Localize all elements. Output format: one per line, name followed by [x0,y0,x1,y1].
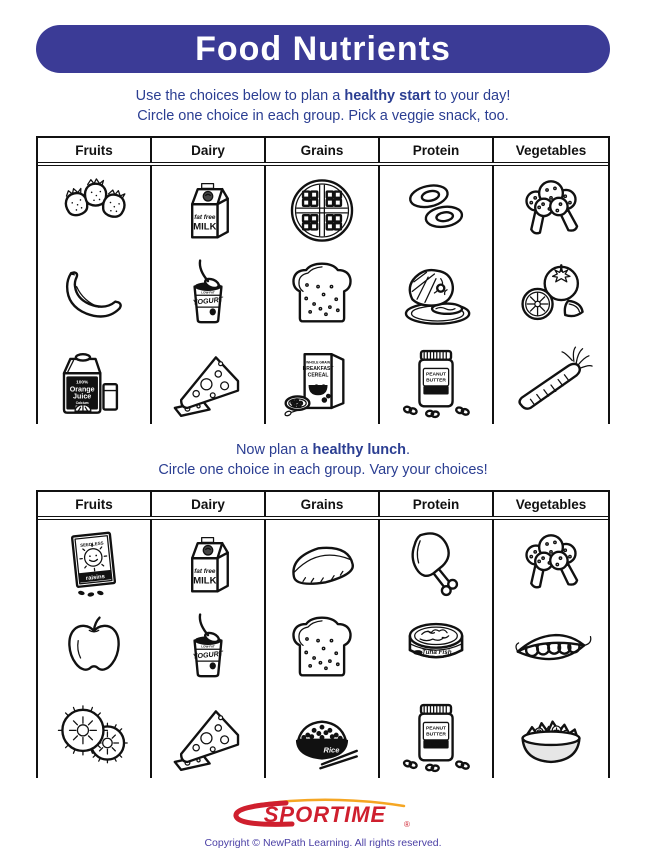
svg-text:SEEDLESS: SEEDLESS [79,540,104,548]
apple-icon [44,608,144,690]
strawberries-icon [44,169,144,251]
tomatoes-icon [501,254,601,336]
svg-text:LOW-FAT: LOW-FAT [201,291,215,296]
cereal-box-icon [272,339,372,421]
tuna-can-icon [386,608,486,690]
column-header-dairy: Dairy [152,138,266,162]
column-header-protein: Protein [380,492,494,516]
raisins-box-icon [44,523,144,605]
sportime-logo [228,798,418,830]
lunch-instructions [0,440,646,480]
svg-text:fat free: fat free [194,568,216,576]
column-header-grains: Grains [266,138,380,162]
svg-text:PEANUT: PEANUT [425,372,447,378]
svg-text:LOW-FAT: LOW-FAT [201,645,215,650]
breakfast-instruction-line1: Use the choices below to plan a healthy start to your day! [135,88,511,104]
svg-text:PEANUT: PEANUT [425,726,447,732]
ham-icon [386,254,486,336]
peanut-butter-jar-icon [386,339,486,421]
svg-text:BREAKFAST: BREAKFAST [302,366,334,373]
table-header-row [38,138,608,166]
breakfast-instructions [0,86,646,126]
svg-text:BUTTER: BUTTER [426,732,446,738]
cheese-wedge-icon [158,693,258,775]
column-cell-fruits [38,166,152,424]
svg-text:Rice: Rice [323,745,340,755]
svg-text:Tuna Fish: Tuna Fish [421,649,452,657]
svg-text:Orange: Orange [69,385,95,394]
broccoli-icon [501,169,601,251]
svg-text:fat free: fat free [194,214,216,222]
yogurt-cup-icon [158,254,258,336]
svg-text:YOGURT: YOGURT [192,296,224,308]
pita-bread-icon [272,523,372,605]
lunch-instruction-line1: Now plan a healthy lunch. [235,442,411,458]
bread-slice-icon [272,608,372,690]
waffle-icon [272,169,372,251]
column-cell-protein [380,166,494,424]
svg-text:BUTTER: BUTTER [426,378,446,384]
breakfast-instruction-line2: Circle one choice in each group. Pick a veggie snack, too. [137,108,509,124]
column-cell-vegetables [494,520,608,778]
column-header-grains: Grains [266,492,380,516]
column-header-protein: Protein [380,138,494,162]
copyright-text: Copyright © NewPath Learning. All rights reserved. [204,837,442,849]
table-header-row [38,492,608,520]
carrot-icon [501,339,601,421]
milk-carton-icon [158,523,258,605]
table-body-row [38,166,608,424]
svg-text:WHOLE GRAIN: WHOLE GRAIN [306,360,330,365]
page-title: Food Nutrients [195,29,451,68]
milk-carton-icon [158,169,258,251]
registered-mark: ® [404,820,410,829]
banana-icon [44,254,144,336]
column-header-dairy: Dairy [152,492,266,516]
svg-text:CEREAL: CEREAL [307,372,329,379]
orange-juice-icon [44,339,144,421]
cheese-wedge-icon [158,339,258,421]
svg-text:MILK: MILK [193,221,217,233]
lunch-choices-table [36,490,610,778]
svg-text:100%: 100% [76,380,89,386]
broccoli-icon [501,523,601,605]
svg-text:Juice: Juice [73,392,92,401]
svg-text:YOGURT: YOGURT [192,650,224,662]
title-banner [36,25,610,73]
column-cell-protein [380,520,494,778]
table-body-row [38,520,608,778]
svg-text:Calcium: Calcium [75,401,89,406]
column-cell-grains [266,520,380,778]
column-cell-vegetables [494,166,608,424]
worksheet-page [0,25,646,862]
column-cell-grains [266,166,380,424]
pineapple-rings-icon [44,693,144,775]
salad-bowl-icon [501,693,601,775]
peanut-butter-jar-icon [386,693,486,775]
egg-slices-icon [386,169,486,251]
breakfast-choices-table [36,136,610,424]
column-cell-dairy [152,520,266,778]
svg-text:raisins: raisins [85,573,106,582]
column-cell-fruits [38,520,152,778]
chicken-drumstick-icon [386,523,486,605]
bread-slice-icon [272,254,372,336]
column-header-fruits: Fruits [38,492,152,516]
rice-bowl-icon [272,693,372,775]
column-header-vegetables: Vegetables [515,497,587,512]
page-footer [0,798,646,849]
svg-text:MILK: MILK [193,575,217,587]
column-cell-dairy [152,166,266,424]
column-header-vegetables: Vegetables [515,143,587,158]
yogurt-cup-icon [158,608,258,690]
pea-pod-icon [501,608,601,690]
column-header-fruits: Fruits [38,138,152,162]
sportime-logo-text: SPORTIME [263,802,387,827]
lunch-instruction-line2: Circle one choice in each group. Vary your choices! [158,462,488,478]
